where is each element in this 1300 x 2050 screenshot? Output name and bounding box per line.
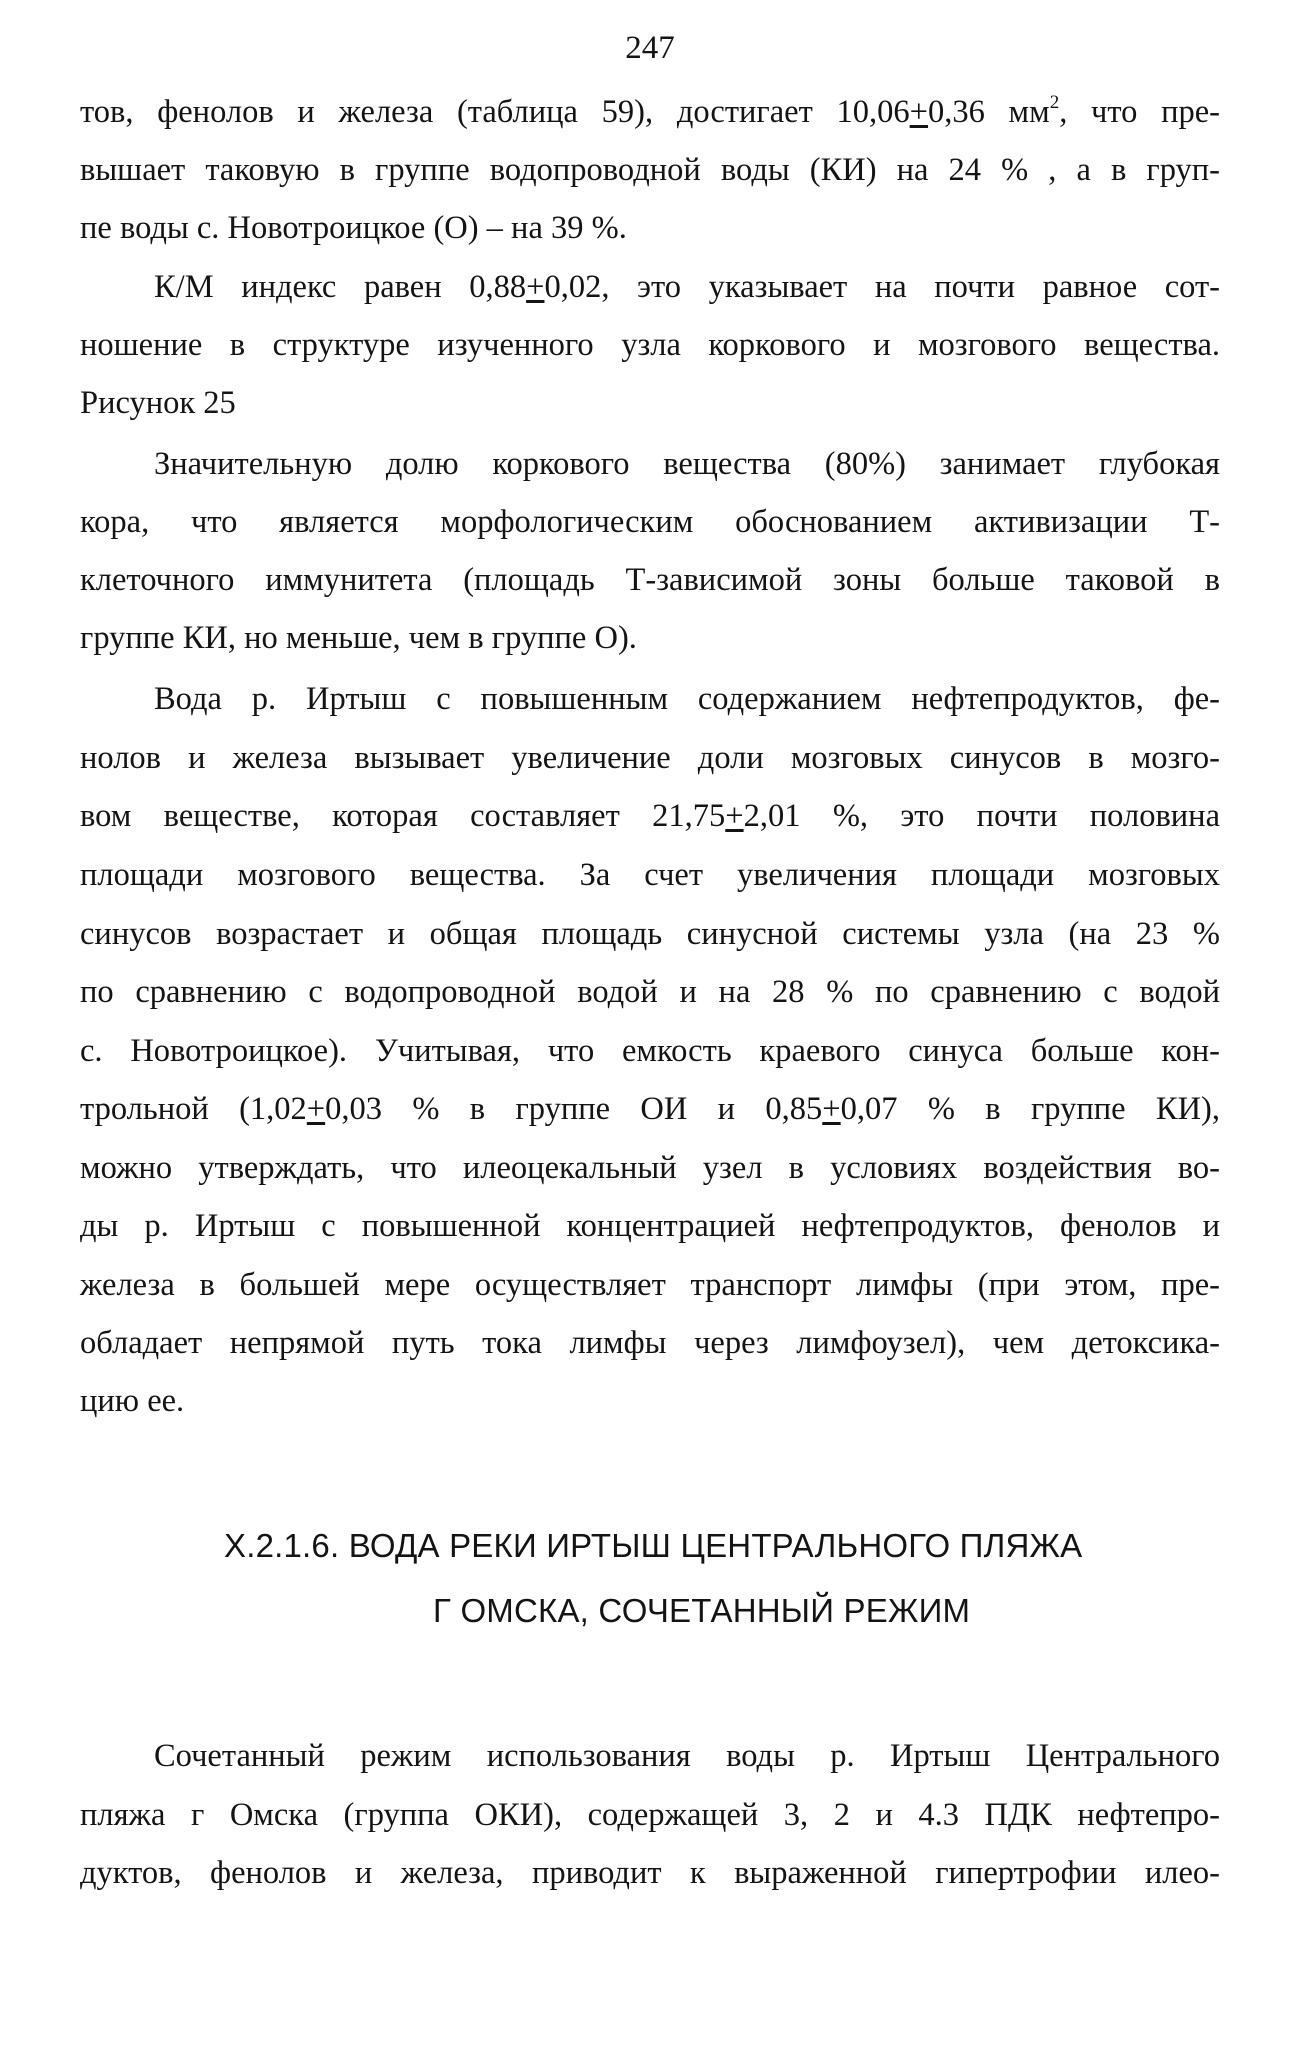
text-line: цию ее. <box>80 1383 185 1419</box>
section-heading-continued: Г ОМСКА, СОЧЕТАННЫЙ РЕЖИМ <box>433 1592 971 1629</box>
text-line: ды р. Иртыш с повышенной концентрацией нефтепродуктов, фенолов и <box>80 1208 1220 1244</box>
text-line: можно утверждать, что илеоцекальный узел в условиях воздействия во- <box>80 1150 1220 1186</box>
text-line: Вода р. Иртыш с повышенным содержанием нефтепродуктов, фе- <box>154 681 1220 717</box>
text-line: кора, что является морфологическим обоснованием активизации Т- <box>80 504 1220 540</box>
text-line: Сочетанный режим использования воды р. Иртыш Центрального <box>154 1738 1220 1774</box>
text-line: трольной (1,02+0,03 % в группе ОИ и 0,85+0,07 % в группе КИ), <box>80 1091 1220 1127</box>
text-line: Рисунок 25 <box>80 385 236 421</box>
text-line: вышает таковую в группе водопроводной воды (КИ) на 24 % , а в груп- <box>80 152 1220 188</box>
text-line: К/М индекс равен 0,88+0,02, это указывает на почти равное сот- <box>154 269 1220 305</box>
section-heading: Х.2.1.6. ВОДА РЕКИ ИРТЫШ ЦЕНТРАЛЬНОГО ПЛЯЖА <box>224 1527 1083 1564</box>
text-line: площади мозгового вещества. За счет увеличения площади мозговых <box>80 857 1220 893</box>
text-line: пляжа г Омска (группа ОКИ), содержащей 3, 2 и 4.3 ПДК нефтепро- <box>80 1797 1220 1833</box>
page-number: 247 <box>625 30 675 66</box>
text-line: железа в большей мере осуществляет транспорт лимфы (при этом, пре- <box>80 1267 1220 1303</box>
text-line: тов, фенолов и железа (таблица 59), достигает 10,06+0,36 $мм^2$, что пре- <box>80 92 1220 130</box>
text-line: по сравнению с водопроводной водой и на 28 % по сравнению с водой <box>80 974 1220 1010</box>
text-line: нолов и железа вызывает увеличение доли мозговых синусов в мозго- <box>80 740 1220 776</box>
text-line: ношение в структуре изученного узла коркового и мозгового вещества. <box>80 327 1220 363</box>
text-line: дуктов, фенолов и железа, приводит к выраженной гипертрофии илео- <box>80 1855 1220 1891</box>
text-line: Значительную долю коркового вещества (80%) занимает глубокая <box>154 446 1220 482</box>
text-line: группе КИ, но меньше, чем в группе О). <box>80 620 637 656</box>
text-line: вом веществе, которая составляет 21,75+2,01 %, это почти половина <box>80 798 1220 834</box>
text-line: с. Новотроицкое). Учитывая, что емкость краевого синуса больше кон- <box>80 1033 1220 1069</box>
text-line: синусов возрастает и общая площадь синусной системы узла (на 23 % <box>80 916 1220 952</box>
text-line: пе воды с. Новотроицкое (О) – на 39 %. <box>80 210 627 246</box>
text-line: клеточного иммунитета (площадь Т-зависимой зоны больше таковой в <box>80 562 1220 598</box>
text-line: обладает непрямой путь тока лимфы через лимфоузел), чем детоксика- <box>80 1325 1220 1361</box>
